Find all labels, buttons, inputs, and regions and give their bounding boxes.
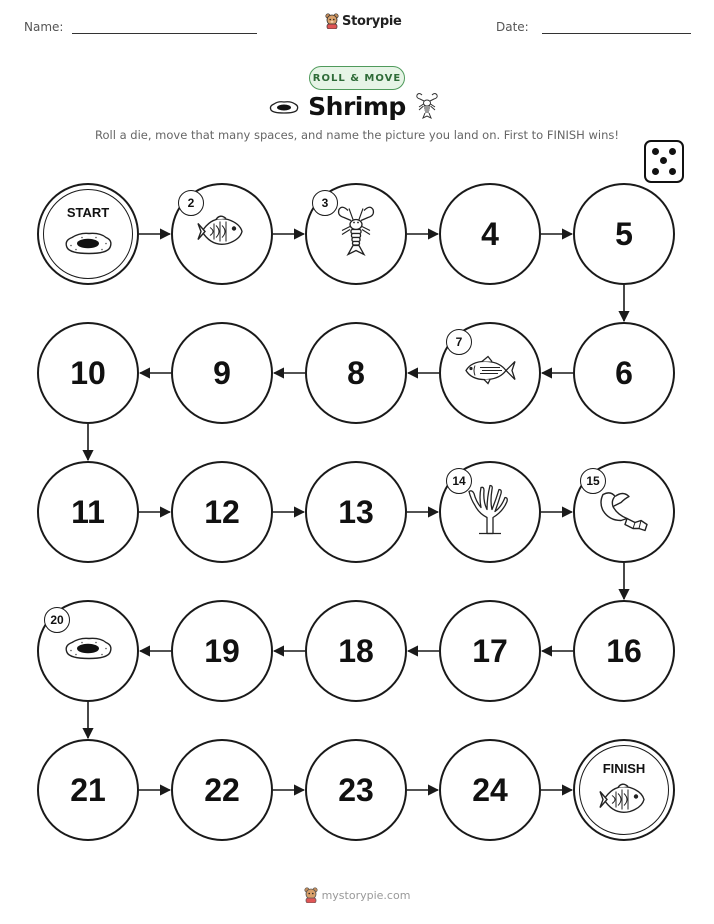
space-10 — [37, 322, 139, 424]
footer — [0, 887, 714, 903]
space-7 — [439, 322, 541, 424]
space-number: 6 — [615, 354, 633, 391]
space-5 — [573, 183, 675, 285]
space-15 — [573, 461, 675, 563]
space-12 — [171, 461, 273, 563]
space-20 — [37, 600, 139, 702]
space-number-badge: 2 — [178, 190, 204, 216]
space-number-badge: 20 — [44, 607, 70, 633]
space-number: 21 — [70, 771, 106, 808]
space-9 — [171, 322, 273, 424]
crayfish-icon — [334, 205, 378, 264]
space-24 — [439, 739, 541, 841]
space-number: 19 — [204, 632, 240, 669]
space-16 — [573, 600, 675, 702]
tropical-fish-icon — [598, 779, 650, 824]
space-number: 16 — [606, 632, 642, 669]
coral-icon — [465, 482, 515, 543]
space-number: 8 — [347, 354, 365, 391]
tropical-fish-icon — [196, 212, 248, 257]
space-13 — [305, 461, 407, 563]
space-2 — [171, 183, 273, 285]
space-11 — [37, 461, 139, 563]
burrow-icon — [62, 633, 114, 670]
space-4 — [439, 183, 541, 285]
space-18 — [305, 600, 407, 702]
burrow-icon — [62, 227, 114, 264]
space-number: 11 — [71, 493, 105, 530]
bear-mascot-icon — [304, 887, 318, 903]
footer-site[interactable]: mystorypie.com — [321, 888, 411, 902]
space-number: 13 — [338, 493, 374, 530]
space-21 — [37, 739, 139, 841]
date-label: Date: — [496, 20, 529, 34]
space-finish — [573, 739, 675, 841]
space-label: FINISH — [602, 761, 646, 776]
space-number-badge: 15 — [580, 468, 606, 494]
space-3 — [305, 183, 407, 285]
space-number: 24 — [472, 771, 508, 808]
tuna-fish-icon — [462, 356, 518, 391]
activity-badge: ROLL & MOVE — [309, 66, 405, 90]
space-number-badge: 3 — [312, 190, 338, 216]
space-19 — [171, 600, 273, 702]
space-number: 12 — [204, 493, 240, 530]
space-number: 23 — [338, 771, 374, 808]
name-label: Name: — [24, 20, 64, 34]
space-label: START — [66, 205, 110, 220]
space-start — [37, 183, 139, 285]
space-number: 10 — [70, 354, 106, 391]
space-number: 18 — [338, 632, 374, 669]
space-number: 4 — [481, 215, 499, 252]
brand-name: Storypie — [342, 13, 402, 29]
space-number: 9 — [213, 354, 231, 391]
space-number: 22 — [204, 771, 240, 808]
claw-icon — [595, 485, 653, 540]
space-number-badge: 14 — [446, 468, 472, 494]
space-number: 17 — [472, 632, 508, 669]
space-22 — [171, 739, 273, 841]
space-number: 5 — [615, 215, 633, 252]
space-number-badge: 7 — [446, 329, 472, 355]
space-6 — [573, 322, 675, 424]
page-title: Shrimp — [308, 92, 406, 121]
space-14 — [439, 461, 541, 563]
space-17 — [439, 600, 541, 702]
space-8 — [305, 322, 407, 424]
instructions: Roll a die, move that many spaces, and name the picture you land on. First to FINISH wins! — [95, 128, 619, 142]
space-23 — [305, 739, 407, 841]
